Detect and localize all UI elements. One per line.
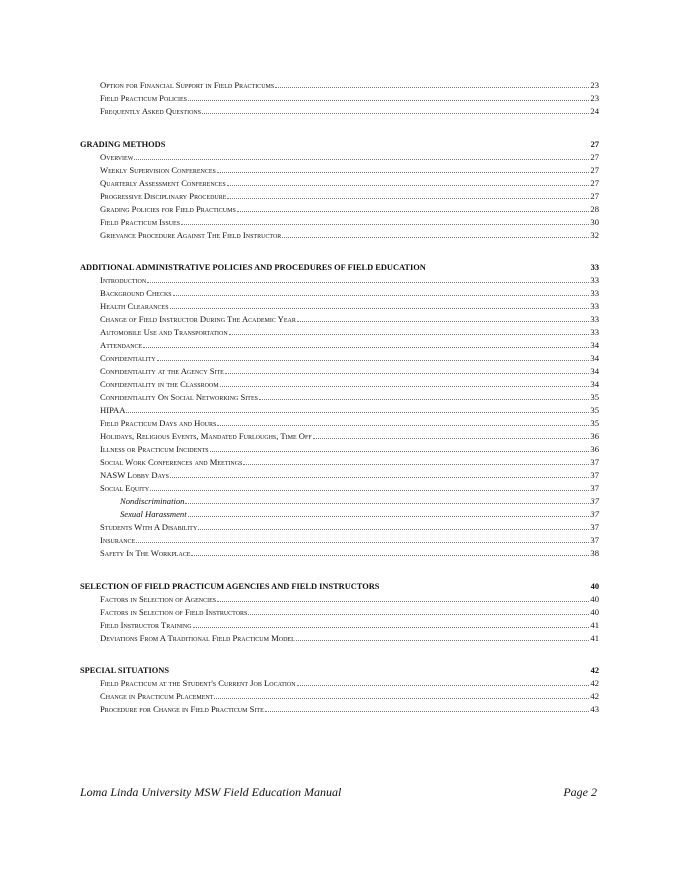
toc-section-title: ADDITIONAL ADMINISTRATIVE POLICIES AND PROCEDURES OF FIELD EDUCATION (80, 263, 426, 272)
toc-entry-title: Option for Financial Support in Field Practicums (100, 80, 275, 90)
toc-entry-title: Social Equity (100, 483, 150, 493)
toc-entry-page: 33 (590, 288, 599, 298)
toc-entry-page: 34 (590, 379, 599, 389)
toc-entry[interactable] (80, 300, 599, 313)
toc-entry[interactable] (80, 417, 599, 430)
toc-entry-page: 34 (590, 353, 599, 363)
toc-entry-title: Grading Policies for Field Practicums (100, 203, 236, 214)
dot-leader (297, 321, 590, 322)
dot-leader (217, 601, 589, 602)
toc-section (80, 261, 599, 560)
toc-section-heading[interactable] (80, 138, 599, 151)
toc-section-title: GRADING METHODS (80, 139, 166, 149)
toc-entry-page: 43 (590, 704, 599, 714)
toc-entry-page: 34 (590, 340, 599, 350)
toc-entry-page: 42 (590, 678, 599, 688)
dot-leader (170, 477, 589, 478)
toc-entry-title: Insurance (100, 535, 136, 545)
dot-leader (237, 211, 590, 212)
dot-leader (134, 159, 589, 160)
toc-entry-title: NASW Lobby Days (100, 470, 170, 480)
toc-entry[interactable] (80, 404, 599, 417)
toc-entry[interactable] (80, 547, 599, 560)
toc-entry[interactable] (80, 677, 599, 690)
dot-leader (150, 490, 589, 491)
dot-leader (214, 698, 589, 699)
toc-entry-page: 23 (590, 80, 599, 90)
toc-entry-page: 30 (590, 216, 599, 227)
toc-entry[interactable] (80, 456, 599, 469)
toc-entry-title: Procedure for Change in Field Practicum Site (100, 704, 264, 714)
toc-entry[interactable] (80, 443, 599, 456)
toc-entry[interactable] (80, 339, 599, 352)
dot-leader (227, 185, 590, 186)
toc-entry[interactable] (80, 482, 599, 495)
dot-leader (173, 295, 590, 296)
toc-entry-title: Grievance Procedure Against The Field Instructor (100, 229, 282, 240)
toc-entry-title: Overview (100, 151, 134, 162)
dot-leader (225, 373, 590, 374)
toc-entry-title: Factors in Selection of Field Instructors (100, 606, 248, 617)
toc-entry[interactable] (80, 177, 599, 190)
toc-entry-page: 33 (590, 314, 599, 324)
toc-entry[interactable] (80, 378, 599, 391)
toc-entry[interactable] (80, 79, 599, 92)
toc-entry-title: Frequently Asked Questions (100, 106, 202, 116)
dot-leader (313, 438, 590, 439)
toc-entry-page: 41 (590, 619, 599, 630)
dot-leader (143, 347, 589, 348)
dot-leader (202, 113, 589, 114)
toc-entry-title: Attendance (100, 340, 143, 350)
dot-leader (296, 640, 590, 641)
toc-entry-title: Change in Practicum Placement (100, 691, 214, 701)
dot-leader (259, 399, 589, 400)
dot-leader (227, 198, 589, 199)
footer-title: Loma Linda University MSW Field Education Manual (80, 785, 342, 799)
toc-entry-page: 37 (590, 483, 599, 493)
dot-leader (243, 464, 589, 465)
toc-entry-title: Progressive Disciplinary Procedure (100, 190, 227, 201)
toc-entry-page: 23 (590, 93, 599, 103)
toc-entry[interactable] (80, 521, 599, 534)
toc-entry[interactable] (80, 690, 599, 703)
dot-leader (210, 451, 590, 452)
toc-entry-page: 33 (590, 275, 599, 285)
toc-entry[interactable] (80, 216, 599, 229)
dot-leader (181, 224, 589, 225)
toc-entry-title: Field Practicum Policies (100, 93, 187, 103)
toc-entry-page: 37 (590, 496, 599, 506)
toc-entry[interactable] (80, 534, 599, 547)
toc-entry[interactable] (80, 365, 599, 378)
dot-leader (282, 237, 589, 238)
toc-entry-title: HIPAA (100, 405, 126, 415)
toc-entry-page: 40 (590, 593, 599, 604)
dot-leader (185, 503, 589, 504)
dot-leader (147, 282, 589, 283)
toc-section-heading[interactable] (80, 580, 599, 593)
toc-entry-title: Field Instructor Training (100, 619, 192, 630)
dot-leader (248, 614, 589, 615)
toc-entry-title: Confidentiality On Social Networking Sites (100, 392, 258, 402)
dot-leader (170, 308, 590, 309)
toc-entry[interactable] (80, 287, 599, 300)
toc-entry-title: Confidentiality at the Agency Site (100, 366, 224, 376)
toc-entry-title: Change of Field Instructor During The Academic Year (100, 314, 296, 324)
dot-leader (188, 100, 589, 101)
dot-leader (136, 542, 589, 543)
toc-entry-page: 27 (590, 151, 599, 162)
dot-leader (188, 516, 590, 517)
dot-leader (198, 529, 589, 530)
toc-entry-page: 35 (590, 392, 599, 402)
dot-leader (191, 555, 589, 556)
toc-entry[interactable] (80, 352, 599, 365)
toc-entry-title: Holidays, Religious Events, Mandated Furloughs, Time Off (100, 431, 312, 441)
toc-entry-page: 41 (590, 632, 599, 643)
dot-leader (297, 685, 590, 686)
toc-section-page: 40 (590, 581, 599, 591)
toc-entry-page: 37 (590, 522, 599, 532)
toc-entry[interactable] (80, 508, 599, 521)
page-footer (80, 785, 597, 800)
toc-entry-page: 37 (590, 509, 599, 519)
toc-entry-page: 42 (590, 691, 599, 701)
toc-section (80, 580, 599, 645)
toc-entry-title: Field Practicum Days and Hours (100, 418, 217, 428)
toc-entry[interactable] (80, 703, 599, 716)
toc-entry[interactable] (80, 632, 599, 645)
toc-entry-page: 37 (590, 457, 599, 467)
toc-section-title: SPECIAL SITUATIONS (80, 666, 169, 675)
dot-leader (229, 334, 590, 335)
toc-entry-title: Deviations From A Traditional Field Practicum Model (100, 632, 295, 643)
toc-entry-title: Safety In The Workplace (100, 548, 191, 558)
toc-section-page: 27 (590, 139, 599, 149)
toc-entry[interactable] (80, 92, 599, 105)
toc-section (80, 79, 599, 118)
toc-entry[interactable] (80, 391, 599, 404)
toc-entry-title: Factors in Selection of Agencies (100, 593, 217, 604)
toc-entry-page: 37 (590, 535, 599, 545)
dot-leader (275, 87, 589, 88)
toc-entry-title: Confidentiality (100, 353, 156, 363)
dot-leader (193, 627, 590, 628)
toc-entry-page: 28 (590, 203, 599, 214)
toc-entry-title: Field Practicum Issues (100, 216, 181, 227)
toc-entry-page: 40 (590, 606, 599, 617)
toc-section-title: SELECTION OF FIELD PRACTICUM AGENCIES AND FIELD INSTRUCTORS (80, 581, 380, 591)
toc-entry-page: 36 (590, 431, 599, 441)
dot-leader (217, 172, 590, 173)
toc-entry-title: Field Practicum at the Student's Current Job Location (100, 678, 296, 688)
toc-entry[interactable] (80, 619, 599, 632)
toc-entry[interactable] (80, 229, 599, 242)
toc-entry[interactable] (80, 469, 599, 482)
toc-section (80, 664, 599, 716)
dot-leader (126, 412, 589, 413)
toc-entry-page: 35 (590, 405, 599, 415)
toc-entry-page: 37 (590, 470, 599, 480)
toc-entry-title: Students With A Disability (100, 522, 198, 532)
toc-entry-page: 27 (590, 177, 599, 188)
toc-section-page: 33 (590, 263, 599, 272)
toc-entry-title: Automobile Use and Transportation (100, 327, 228, 337)
toc-entry[interactable] (80, 495, 599, 508)
toc-entry-title: Illness or Practicum Incidents (100, 444, 209, 454)
toc-entry-page: 33 (590, 327, 599, 337)
toc-entry-title: Health Clearances (100, 301, 169, 311)
toc-section-page: 42 (590, 666, 599, 675)
toc-entry[interactable] (80, 326, 599, 339)
toc-entry-page: 38 (590, 548, 599, 558)
toc-section-heading[interactable] (80, 261, 599, 274)
footer-page-number: Page 2 (563, 785, 597, 799)
dot-leader (220, 386, 590, 387)
toc-entry[interactable] (80, 593, 599, 606)
toc-entry[interactable] (80, 313, 599, 326)
toc-entry[interactable] (80, 151, 599, 164)
toc-entry-title: Introduction (100, 275, 147, 285)
toc-entry-page: 36 (590, 444, 599, 454)
toc-entry-title: Confidentiality in the Classroom (100, 379, 219, 389)
toc-entry-title: Nondiscrimination (120, 496, 185, 506)
toc-entry[interactable] (80, 190, 599, 203)
dot-leader (265, 711, 590, 712)
dot-leader (157, 360, 590, 361)
toc-section (80, 138, 599, 242)
toc-entry[interactable] (80, 430, 599, 443)
toc-entry-title: Weekly Supervision Conferences (100, 164, 216, 175)
toc-entry-page: 24 (590, 106, 599, 116)
table-of-contents (80, 79, 599, 736)
toc-entry[interactable] (80, 606, 599, 619)
toc-entry[interactable] (80, 164, 599, 177)
toc-section-heading[interactable] (80, 664, 599, 677)
toc-entry-page: 32 (590, 229, 599, 240)
dot-leader (217, 425, 589, 426)
toc-entry-title: Social Work Conferences and Meetings (100, 457, 243, 467)
toc-entry[interactable] (80, 105, 599, 118)
toc-entry-title: Background Checks (100, 288, 172, 298)
toc-entry-page: 27 (590, 164, 599, 175)
toc-entry[interactable] (80, 274, 599, 287)
toc-entry-title: Quarterly Assessment Conferences (100, 177, 226, 188)
toc-entry-page: 27 (590, 190, 599, 201)
toc-entry-title: Sexual Harassment (120, 509, 187, 519)
toc-entry-page: 34 (590, 366, 599, 376)
toc-entry-page: 35 (590, 418, 599, 428)
toc-entry[interactable] (80, 203, 599, 216)
toc-entry-page: 33 (590, 301, 599, 311)
